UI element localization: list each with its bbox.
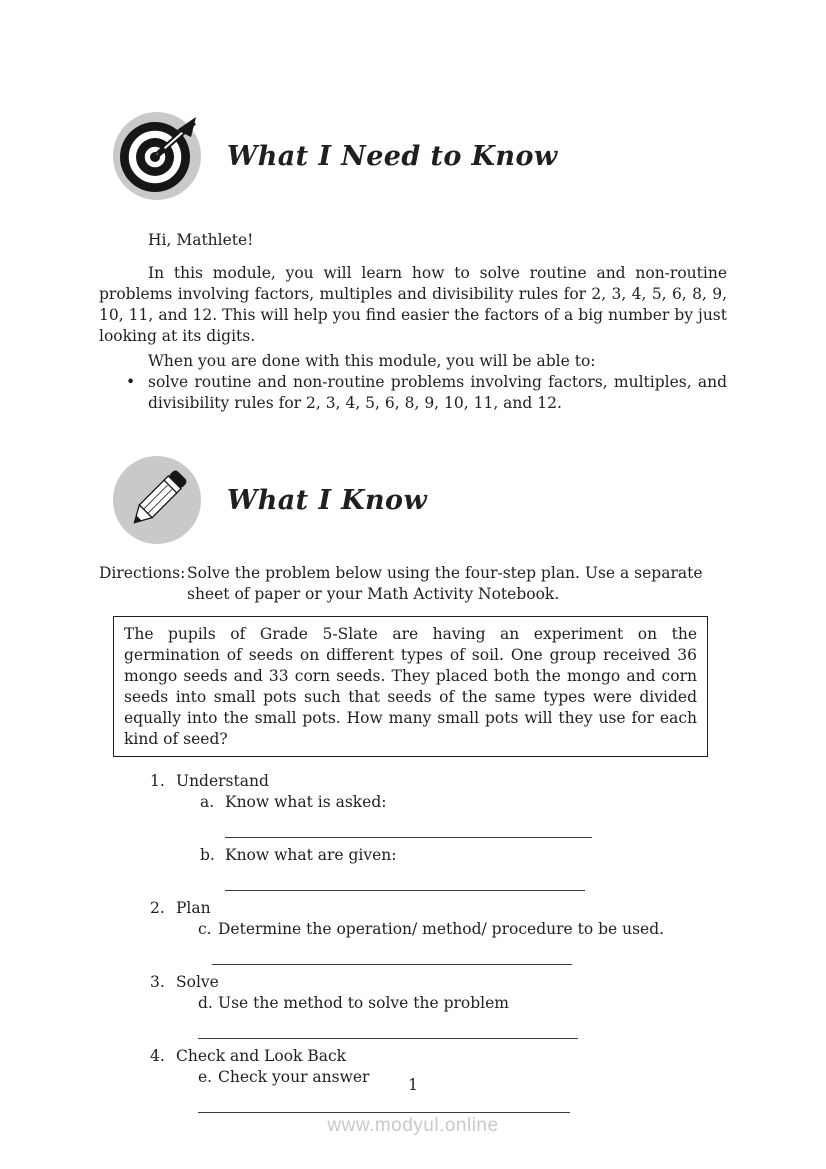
step-number: 1. xyxy=(150,772,165,790)
section-title-need-to-know: What I Need to Know xyxy=(227,140,558,172)
sub-item-text: Know what are given: xyxy=(225,846,397,864)
bullet-icon: • xyxy=(126,373,136,391)
answer-blank-b xyxy=(225,878,585,891)
step-4-check-and-look-back xyxy=(150,1046,727,1067)
step-number: 2. xyxy=(150,899,165,917)
step-number: 4. xyxy=(150,1047,165,1065)
step-2-plan xyxy=(150,898,727,919)
sub-item-label: c. xyxy=(198,920,212,938)
module-intro-paragraph: In this module, you will learn how to solve routine and non-routine problems involving factors, multiples and divisibility rules for 2, 3, 4, 5, 6, 8, 9, 10, 11, and 12. This will help you find easier the factors of a big number by just looking at its digits. xyxy=(99,264,727,345)
directions-text: Solve the problem below using the four-step plan. Use a separate sheet of paper or your Math Activity Notebook. xyxy=(187,564,703,603)
sub-item-text: Use the method to solve the problem xyxy=(218,994,510,1012)
outcome-lead-line: When you are done with this module, you will be able to: xyxy=(148,352,596,370)
step-title-text: Check and Look Back xyxy=(176,1047,347,1065)
objective-text: solve routine and non-routine problems involving factors, multiples, and divisibility rules for 2, 3, 4, 5, 6, 8, 9, 10, 11, and 12. xyxy=(148,373,727,412)
sub-item-label: e. xyxy=(198,1068,213,1086)
section-header-need-to-know xyxy=(111,0,727,202)
sub-item-label: a. xyxy=(200,793,215,811)
answer-blank-c xyxy=(212,952,572,965)
sub-item-label: b. xyxy=(200,846,215,864)
directions-block xyxy=(99,563,727,605)
step-title-text: Plan xyxy=(176,899,211,917)
sub-item-b xyxy=(200,845,727,866)
objective-bullet-item xyxy=(99,372,727,414)
sub-item-a xyxy=(200,792,727,813)
step-3-solve xyxy=(150,972,727,993)
pencil-icon xyxy=(111,454,203,546)
four-step-plan-list xyxy=(99,771,727,1113)
sub-item-c xyxy=(198,919,727,940)
sub-item-label: d. xyxy=(198,994,213,1012)
watermark-url: www.modyul.online xyxy=(327,1115,499,1136)
target-dartboard-icon xyxy=(111,110,203,202)
greeting-text: Hi, Mathlete! xyxy=(148,231,254,249)
word-problem-box: The pupils of Grade 5-Slate are having an experiment on the germination of seeds on different types of soil. One group received 36 mongo seeds and 33 corn seeds. They placed both the mongo and corn seeds into small pots such that seeds of the same types were divided equally into the small pots. How many small pots will they use for each kind of seed? xyxy=(113,616,708,757)
sub-item-d xyxy=(198,993,727,1014)
directions-label: Directions: xyxy=(99,564,186,582)
answer-blank-e xyxy=(198,1100,570,1113)
sub-item-text: Determine the operation/ method/ procedure to be used. xyxy=(218,920,665,938)
step-title-text: Understand xyxy=(176,772,269,790)
sub-item-text: Check your answer xyxy=(218,1068,370,1086)
section-header-what-i-know xyxy=(111,454,727,546)
section-title-what-i-know: What I Know xyxy=(227,484,428,516)
step-title-text: Solve xyxy=(176,973,219,991)
answer-blank-a xyxy=(225,825,592,838)
sub-item-text: Know what is asked: xyxy=(225,793,387,811)
answer-blank-d xyxy=(198,1026,578,1039)
step-1-understand xyxy=(150,771,727,792)
page-number: 1 xyxy=(408,1076,418,1094)
step-number: 3. xyxy=(150,973,165,991)
